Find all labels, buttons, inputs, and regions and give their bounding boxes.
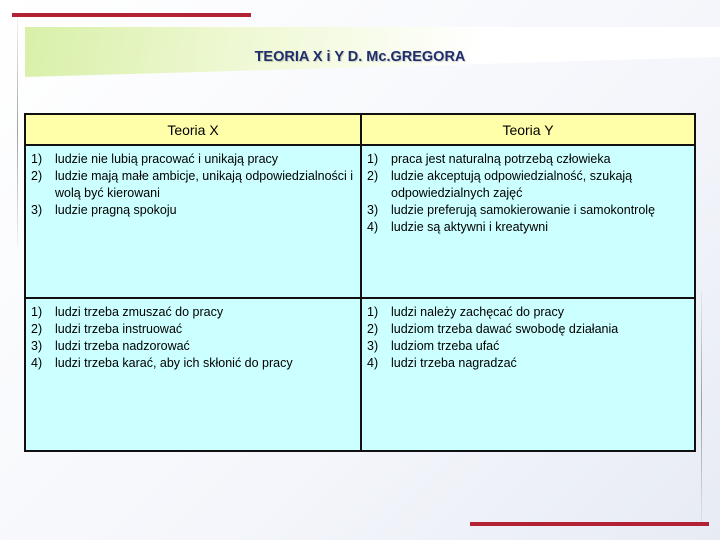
list-item-number: 1) <box>31 152 43 166</box>
list-item-number: 2) <box>31 322 43 336</box>
list-item <box>367 219 688 236</box>
header-theory-x: Teoria X <box>25 114 361 145</box>
table-row <box>25 298 695 451</box>
list-item <box>367 321 688 338</box>
list-item-number: 2) <box>31 169 43 183</box>
list-item <box>367 338 688 355</box>
list-item-number: 4) <box>367 356 379 370</box>
list-item-number: 3) <box>367 203 379 217</box>
list-item <box>31 355 354 372</box>
list-item-number: 3) <box>31 203 43 217</box>
list-item-text: ludzi trzeba zmuszać do pracy <box>55 305 224 319</box>
list-item <box>31 321 354 338</box>
list-item-text: ludzie akceptują odpowiedzialność, szukają odpowiedzialnych zajęć <box>391 169 633 200</box>
list-item-text: ludziom trzeba dawać swobodę działania <box>391 322 619 336</box>
list-item <box>31 304 354 321</box>
list-item-number: 4) <box>31 356 43 370</box>
list-item-number: 4) <box>367 220 379 234</box>
list-item <box>367 304 688 321</box>
list-item-text: ludzi trzeba instruować <box>55 322 183 336</box>
theory-table <box>24 113 696 452</box>
list-item-text: ludzi trzeba nadzorować <box>55 339 190 353</box>
list-item <box>367 151 688 168</box>
list-item-text: ludzi należy zachęcać do pracy <box>391 305 565 319</box>
list-item-number: 3) <box>367 339 379 353</box>
right-decorative-line <box>701 290 702 526</box>
list-item <box>31 168 354 202</box>
list-item-number: 2) <box>367 322 379 336</box>
list-item-text: ludziom trzeba ufać <box>391 339 500 353</box>
list-item <box>31 338 354 355</box>
header-theory-y: Teoria Y <box>361 114 695 145</box>
table-row <box>25 145 695 298</box>
list-item-text: ludzie mają małe ambicje, unikają odpowiedzialności i wolą być kierowani <box>55 169 354 200</box>
list-item <box>367 168 688 202</box>
cell-x-assumptions <box>25 145 361 298</box>
slide-title: TEORIA X i Y D. Mc.GREGORA <box>254 49 466 65</box>
list-item-text: ludzie preferują samokierowanie i samokontrolę <box>391 203 656 217</box>
list-item-text: praca jest naturalną potrzebą człowieka <box>391 152 611 166</box>
list-item <box>31 202 354 219</box>
cell-y-assumptions <box>361 145 695 298</box>
list-item-number: 1) <box>367 152 379 166</box>
list-item <box>367 202 688 219</box>
list-item-number: 1) <box>31 305 43 319</box>
list-item-number: 2) <box>367 169 379 183</box>
cell-y-management <box>361 298 695 451</box>
bottom-accent-bar <box>470 522 709 526</box>
cell-x-management <box>25 298 361 451</box>
list-item-text: ludzie są aktywni i kreatywni <box>391 220 549 234</box>
list-item-text: ludzi trzeba karać, aby ich skłonić do pracy <box>55 356 293 370</box>
list-item-text: ludzi trzeba nagradzać <box>391 356 517 370</box>
list-item-number: 1) <box>367 305 379 319</box>
list-item-number: 3) <box>31 339 43 353</box>
list-item <box>31 151 354 168</box>
top-accent-bar <box>12 13 251 17</box>
table-header-row <box>25 114 695 145</box>
list-item-text: ludzie pragną spokoju <box>55 203 177 217</box>
list-item <box>367 355 688 372</box>
list-item-text: ludzie nie lubią pracować i unikają pracy <box>55 152 279 166</box>
